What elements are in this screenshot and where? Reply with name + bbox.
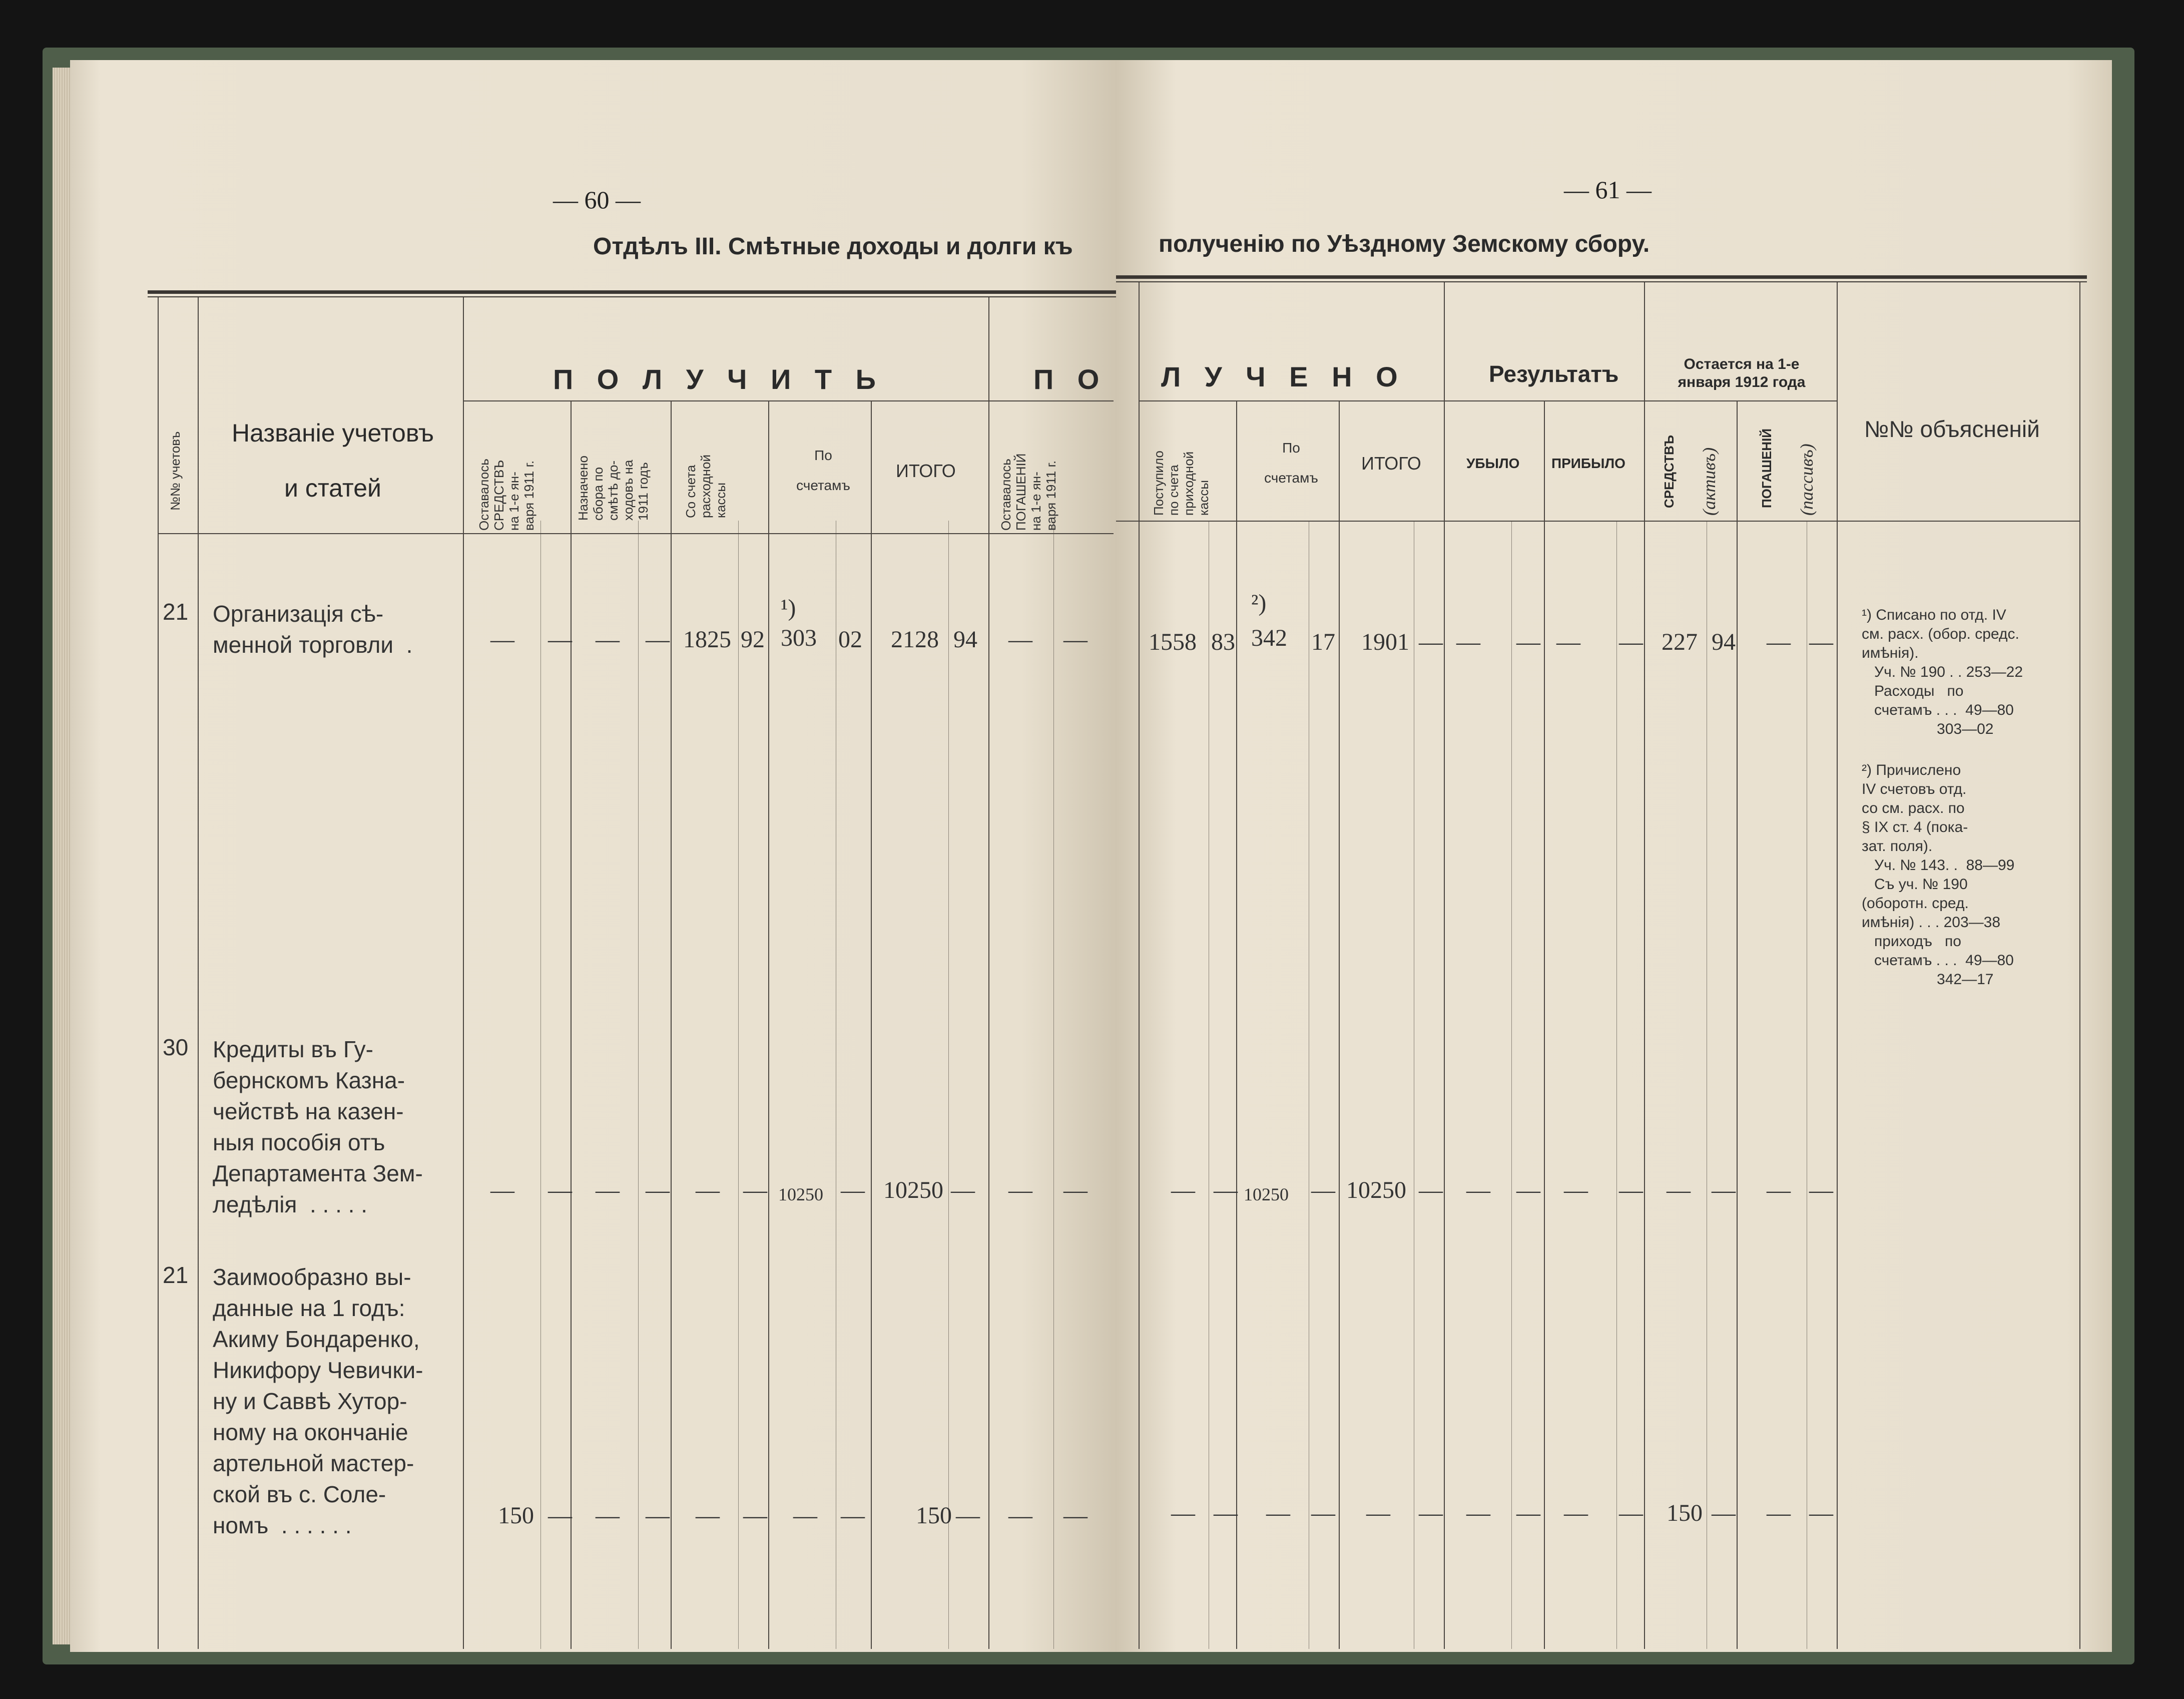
row2-r4: 10250 — [1346, 1177, 1406, 1203]
row3-r7: — — [1516, 1500, 1540, 1526]
row3-r8: — — [1564, 1500, 1588, 1526]
row1-r0: 1558 — [1149, 629, 1197, 655]
row1-r11: 94 — [1712, 629, 1736, 655]
row1-no: 21 — [163, 599, 189, 625]
row3-name: Заимообразно вы- данные на 1 годъ: Акиму Бондаренко, Никифору Чевички- ну и Саввѣ Хутор- ному на окончаніе артельной мастер- ской въ с. Соле- номъ . . . . . . — [213, 1264, 423, 1538]
col-sredstv-header: СРЕДСТВЪ — [1662, 435, 1677, 508]
row3-v10: — — [1008, 1502, 1032, 1529]
col-aktiv-header: (активъ) — [1699, 447, 1719, 516]
row3-v3: — — [646, 1502, 670, 1529]
row2-v3: — — [646, 1177, 670, 1203]
row2-r6: — — [1466, 1177, 1490, 1203]
col-ubylo-header: УБЫЛО — [1466, 456, 1520, 471]
right-page-number: — 61 — — [1564, 176, 1652, 204]
row3-v7: — — [841, 1502, 865, 1529]
row3-v9: — — [956, 1502, 980, 1529]
row3-r13: — — [1809, 1500, 1833, 1526]
row1-v5: 92 — [741, 626, 765, 653]
row3-v8: 150 — [916, 1502, 952, 1529]
row3-r12: — — [1767, 1500, 1791, 1526]
row3-r9: — — [1619, 1500, 1643, 1526]
col-obyasneniy-header: №№ объясненій — [1864, 416, 2040, 442]
group-po: П О — [1033, 363, 1108, 395]
row2-no: 30 — [163, 1034, 189, 1060]
col-passiv-header: (пассивъ) — [1797, 444, 1817, 516]
row3-r4: — — [1366, 1500, 1390, 1526]
row3-v0: 150 — [498, 1502, 534, 1529]
col-pribylo-header: ПРИБЫЛО — [1551, 456, 1625, 471]
row2-r13: — — [1809, 1177, 1833, 1203]
row2-v7: — — [841, 1177, 865, 1203]
col-no-header: №№ учетовъ — [168, 431, 183, 511]
row3-v11: — — [1063, 1502, 1087, 1529]
row2-r9: — — [1619, 1177, 1643, 1203]
col-name-header: Названіе учетовъ и статей — [231, 419, 434, 502]
col-itogo-right-header: ИТОГО — [1361, 453, 1421, 474]
row1-v9: 94 — [953, 626, 977, 653]
row2-r11: — — [1712, 1177, 1736, 1203]
row1-r7: — — [1516, 629, 1540, 655]
row1-r12: — — [1767, 629, 1791, 655]
row2-r8: — — [1564, 1177, 1588, 1203]
col-postupilo-header: Поступило по счета приходной кассы — [1151, 451, 1211, 516]
row2-v6: 10250 — [778, 1184, 823, 1204]
group-lucheno: Л У Ч Е Н О — [1161, 361, 1406, 392]
row1-name: Организація сѣ- менной торговли . — [213, 601, 413, 658]
row2-r12: — — [1767, 1177, 1791, 1203]
right-top-rule — [1116, 275, 2087, 279]
note-1: ¹) Списано по отд. IV см. расх. (обор. средс. имѣнія). Уч. № 190 . . 253—22 Расходы по счетамъ . . . 49—80 303—02 — [1862, 607, 2023, 737]
row1-v8: 2128 — [891, 626, 939, 653]
group-rezultat: Результатъ — [1489, 361, 1619, 387]
row3-r2: — — [1266, 1500, 1290, 1526]
row3-r1: — — [1214, 1500, 1238, 1526]
row3-v5: — — [743, 1502, 767, 1529]
row2-r7: — — [1516, 1177, 1540, 1203]
row2-r0: — — [1171, 1177, 1195, 1203]
col-pogasheniy-header: Оставалось ПОГАШЕНІЙ на 1-е ян- варя 1911 г. — [998, 453, 1058, 531]
row3-r6: — — [1466, 1500, 1490, 1526]
row1-v10: — — [1008, 626, 1032, 653]
row2-v4: — — [696, 1177, 720, 1203]
row2-v5: — — [743, 1177, 767, 1203]
row2-r5: — — [1419, 1177, 1443, 1203]
row2-v8: 10250 — [883, 1177, 943, 1203]
row1-r1: 83 — [1211, 629, 1235, 655]
col-pogasheniy-right-header: ПОГАШЕНІЙ — [1759, 429, 1774, 508]
col-po-schetam-header: По счетамъ — [796, 448, 850, 493]
right-page — [1116, 60, 2112, 1652]
row1-r2: ²) 342 — [1251, 590, 1287, 651]
col-so-scheta-header: Со счета расходной кассы — [683, 454, 728, 518]
row1-v6: ¹) 303 — [781, 595, 817, 651]
group-ostaetsya: Остается на 1-е января 1912 года — [1678, 356, 1806, 390]
left-page-title: Отдѣлъ III. Смѣтные доходы и долги къ — [593, 233, 1073, 260]
row1-r5: — — [1419, 629, 1443, 655]
row1-r10: 227 — [1662, 629, 1698, 655]
row1-v0: — — [490, 626, 514, 653]
row1-v4: 1825 — [683, 626, 731, 653]
left-page — [70, 60, 1116, 1652]
group-poluchit: П О Л У Ч И Т Ь — [553, 363, 884, 395]
row1-v3: — — [646, 626, 670, 653]
row1-v7: 02 — [838, 626, 862, 653]
row1-v1: — — [548, 626, 572, 653]
note-2: ²) Причислено IV счетовъ отд. со см. расх. по § IX ст. 4 (пока- зат. поля). Уч. № 143. . 88—99 Съ уч. № 190 (оборотн. сред. имѣнія) . . . 203—38 приходъ по счетамъ . . . 49—80 342—17 — [1862, 762, 2015, 988]
row2-r10: — — [1667, 1177, 1691, 1203]
row3-v4: — — [696, 1502, 720, 1529]
row3-r10: 150 — [1667, 1500, 1703, 1526]
row3-r5: — — [1419, 1500, 1443, 1526]
row2-name: Кредиты въ Гу- бернскомъ Казна- чействѣ на казен- ныя пособія отъ Департамента Зем- ледѣлія . . . . . — [213, 1036, 423, 1217]
row1-v11: — — [1063, 626, 1087, 653]
page-edges — [53, 68, 73, 1644]
row1-r8: — — [1556, 629, 1580, 655]
row2-v11: — — [1063, 1177, 1087, 1203]
row2-v9: — — [951, 1177, 975, 1203]
row1-r4: 1901 — [1361, 629, 1409, 655]
row2-r2: 10250 — [1244, 1184, 1289, 1204]
col-itogo-header: ИТОГО — [896, 461, 956, 481]
row3-r11: — — [1712, 1500, 1736, 1526]
row2-r3: — — [1311, 1177, 1335, 1203]
row2-r1: — — [1214, 1177, 1238, 1203]
right-page-title: полученію по Уѣздному Земскому сбору. — [1159, 231, 1650, 257]
row1-r3: 17 — [1311, 629, 1335, 655]
row3-no: 21 — [163, 1262, 189, 1288]
col-po-schetam-right-header: По счетамъ — [1264, 440, 1318, 486]
row2-v1: — — [548, 1177, 572, 1203]
row1-v2: — — [596, 626, 620, 653]
row2-v10: — — [1008, 1177, 1032, 1203]
row1-r13: — — [1809, 629, 1833, 655]
row2-v2: — — [596, 1177, 620, 1203]
row3-v2: — — [596, 1502, 620, 1529]
left-top-rule — [148, 290, 1116, 294]
row3-v1: — — [548, 1502, 572, 1529]
row3-r0: — — [1171, 1500, 1195, 1526]
col-naznacheno-header: Назначено сбора по смѣтѣ до- ходовъ на 1911 годъ — [576, 456, 651, 521]
row3-r3: — — [1311, 1500, 1335, 1526]
col-ostavalos-header: Оставалось СРЕДСТВЪ на 1-е ян- варя 1911 г. — [476, 459, 536, 531]
row1-r9: — — [1619, 629, 1643, 655]
row1-r6: — — [1456, 629, 1480, 655]
left-page-number: — 60 — — [553, 186, 641, 214]
row2-v0: — — [490, 1177, 514, 1203]
row3-v6: — — [793, 1502, 817, 1529]
